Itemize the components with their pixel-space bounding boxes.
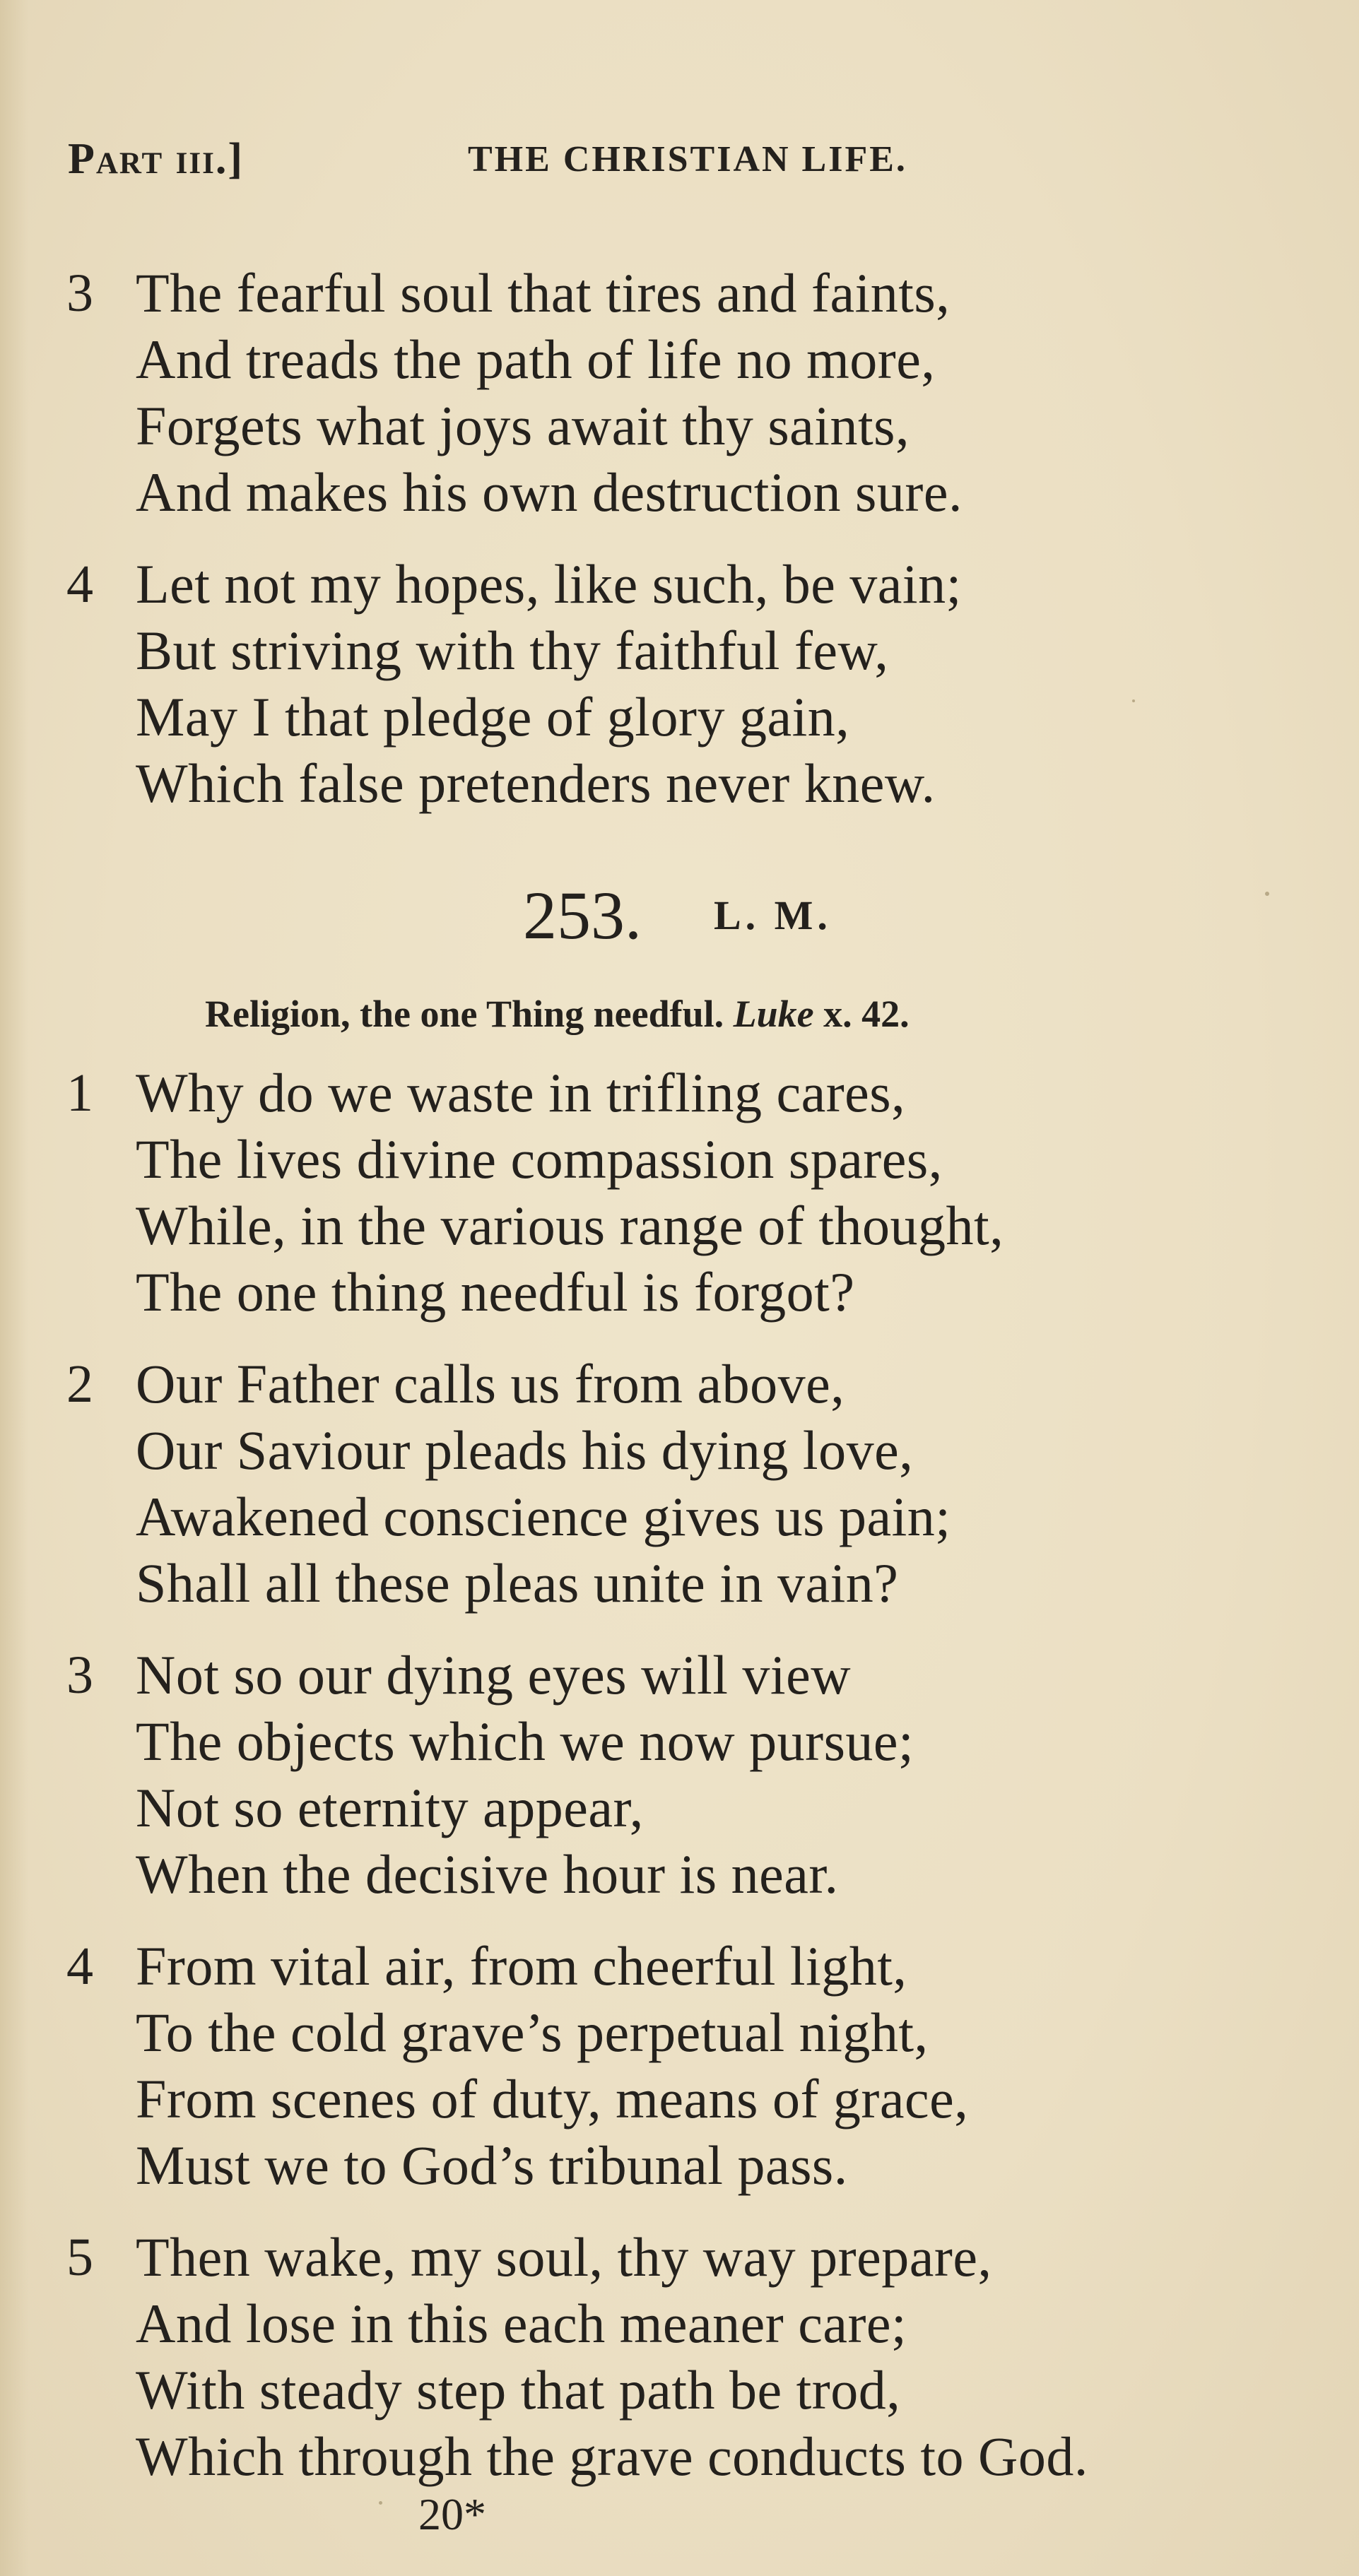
hymn-number: 253.: [523, 878, 642, 953]
verse-line: Forgets what joys await thy saints,: [136, 395, 910, 456]
stanza-number: 2: [66, 1354, 93, 1414]
hymn-topic: Religion, the one Thing needful.: [205, 993, 724, 1035]
verse-line: And treads the path of life no more,: [136, 329, 936, 390]
verse-line: Why do we waste in trifling cares,: [136, 1062, 906, 1123]
verse-line: May I that pledge of glory gain,: [136, 686, 850, 748]
scripture-verse: x. 42.: [823, 993, 910, 1035]
verse-line: Must we to God’s tribunal pass.: [136, 2134, 848, 2196]
scripture-book: Luke: [733, 993, 814, 1035]
hymn-meter: L. M.: [714, 892, 832, 938]
verse-line: When the decisive hour is near.: [136, 1843, 839, 1905]
verse-line: From vital air, from cheerful light,: [136, 1935, 907, 1997]
stanza-number: 4: [66, 1937, 93, 1996]
verse-line: With steady step that path be trod,: [136, 2359, 901, 2421]
hymn-heading: [0, 876, 1359, 961]
verse-line: Shall all these pleas unite in vain?: [136, 1552, 899, 1614]
verse-line: Not so our dying eyes will view: [136, 1644, 852, 1706]
verse-line: To the cold grave’s perpetual night,: [136, 2002, 929, 2063]
verse-line: Our Saviour pleads his dying love,: [136, 1419, 914, 1481]
verse-line: Which false pretenders never knew.: [136, 752, 936, 814]
part-label: Part iii.]: [68, 135, 244, 183]
verse-line: Our Father calls us from above,: [136, 1353, 845, 1414]
verse-line: But striving with thy faithful few,: [136, 620, 889, 681]
verse-line: Awakened conscience gives us pain;: [136, 1486, 951, 1547]
stanza-number: 5: [66, 2228, 93, 2287]
stanza-number: 3: [66, 1646, 93, 1705]
verse-line: The fearful soul that tires and faints,: [136, 262, 951, 324]
signature-mark: 20*: [418, 2489, 486, 2539]
running-title: THE CHRISTIAN LIFE.: [468, 139, 907, 179]
verse-line: And makes his own destruction sure.: [136, 461, 963, 523]
running-header: [68, 134, 1312, 198]
verse-line: The objects which we now pursue;: [136, 1711, 914, 1772]
verse-line: While, in the various range of thought,: [136, 1195, 1004, 1256]
verse-line: Then wake, my soul, thy way prepare,: [136, 2226, 992, 2288]
stanza-number: 3: [66, 264, 93, 323]
hymn-subtitle: [205, 992, 910, 1036]
paper-fleck: [1265, 892, 1269, 896]
stanza-number: 4: [66, 555, 93, 614]
stanza-number: 1: [66, 1063, 93, 1123]
verse-line: The one thing needful is forgot?: [136, 1261, 855, 1323]
paper-fleck: [1132, 699, 1135, 702]
verse-line: From scenes of duty, means of grace,: [136, 2068, 969, 2129]
verse-line: Let not my hopes, like such, be vain;: [136, 553, 962, 615]
verse-line: The lives divine compassion spares,: [136, 1128, 943, 1190]
verse-line: And lose in this each meaner care;: [136, 2293, 907, 2354]
verse-line: Which through the grave conducts to God.: [136, 2426, 1088, 2487]
verse-line: Not so eternity appear,: [136, 1777, 644, 1838]
paper-fleck: [379, 2501, 382, 2505]
